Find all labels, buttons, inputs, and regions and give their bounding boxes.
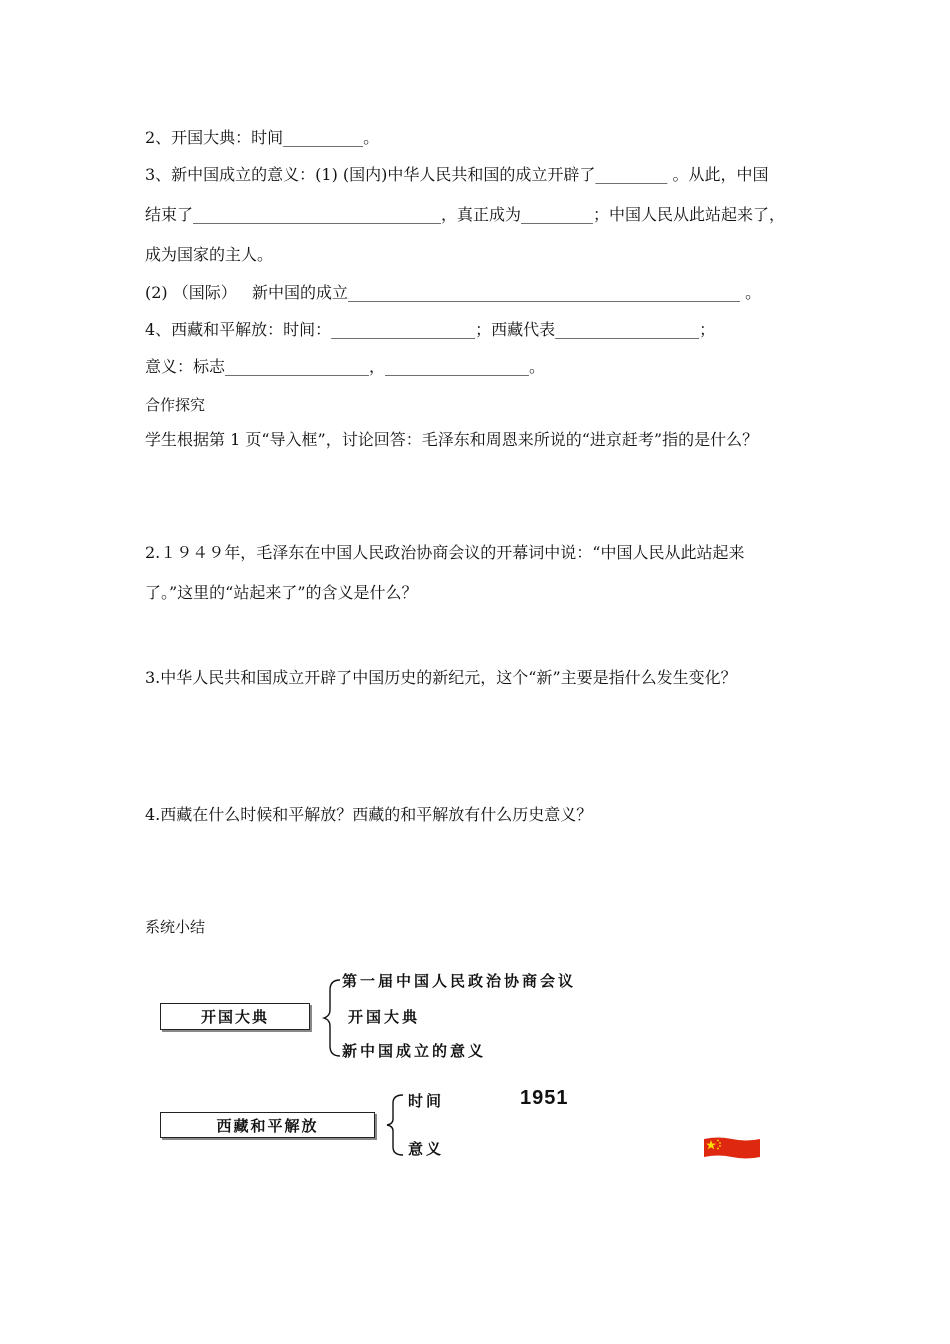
branch-meaning: 意义	[408, 1140, 445, 1158]
question-2-line1: 2.１９４９年，毛泽东在中国人民政治协商会议的开幕词中说：“中国人民从此站起来	[145, 543, 745, 562]
branch-ceremony: 开国大典	[348, 1008, 421, 1026]
question-4: 4.西藏在什么时候和平解放？西藏的和平解放有什么历史意义？	[145, 805, 593, 824]
question-1: 学生根据第 1 页“导入框”，讨论回答：毛泽东和周恩来所说的“进京赶考”指的是什么？	[145, 430, 759, 449]
question-3: 3.中华人民共和国成立开辟了中国历史的新纪元，这个“新”主要是指什么发生变化？	[145, 668, 737, 687]
section-cooperation-heading: 合作探究	[145, 396, 206, 414]
line-masters: 成为国家的主人。	[145, 245, 274, 264]
box-tibet-liberation: 西藏和平解放	[160, 1112, 375, 1138]
brace-tibet	[385, 1093, 405, 1157]
branch-significance: 新中国成立的意义	[342, 1042, 487, 1060]
branch-time: 时间	[408, 1092, 445, 1110]
line-significance-end: 结束了_______________________________，真正成为_________；中国人民从此站起来了，	[145, 205, 786, 224]
brace-founding	[322, 978, 342, 1058]
line-ceremony-time: 2、开国大典：时间__________。	[145, 128, 380, 147]
china-flag-icon	[703, 1136, 761, 1160]
tibet-year: 1951	[520, 1087, 569, 1109]
section-summary-heading: 系统小结	[145, 918, 206, 936]
line-significance-domestic: 3、新中国成立的意义：(1) (国内)中华人民共和国的成立开辟了_________ 。从此，中国	[145, 165, 769, 184]
question-2-line2: 了。”这里的“站起来了”的含义是什么？	[145, 583, 418, 602]
line-significance-international: (2) （国际） 新中国的成立_________________________________________________ 。	[145, 283, 762, 302]
line-tibet-liberation: 4、西藏和平解放：时间：__________________；西藏代表__________________；	[145, 320, 716, 339]
branch-cppcc: 第一届中国人民政治协商会议	[342, 972, 577, 990]
box-founding-ceremony: 开国大典	[160, 1003, 310, 1030]
line-tibet-meaning: 意义：标志__________________，__________________。	[145, 357, 546, 376]
